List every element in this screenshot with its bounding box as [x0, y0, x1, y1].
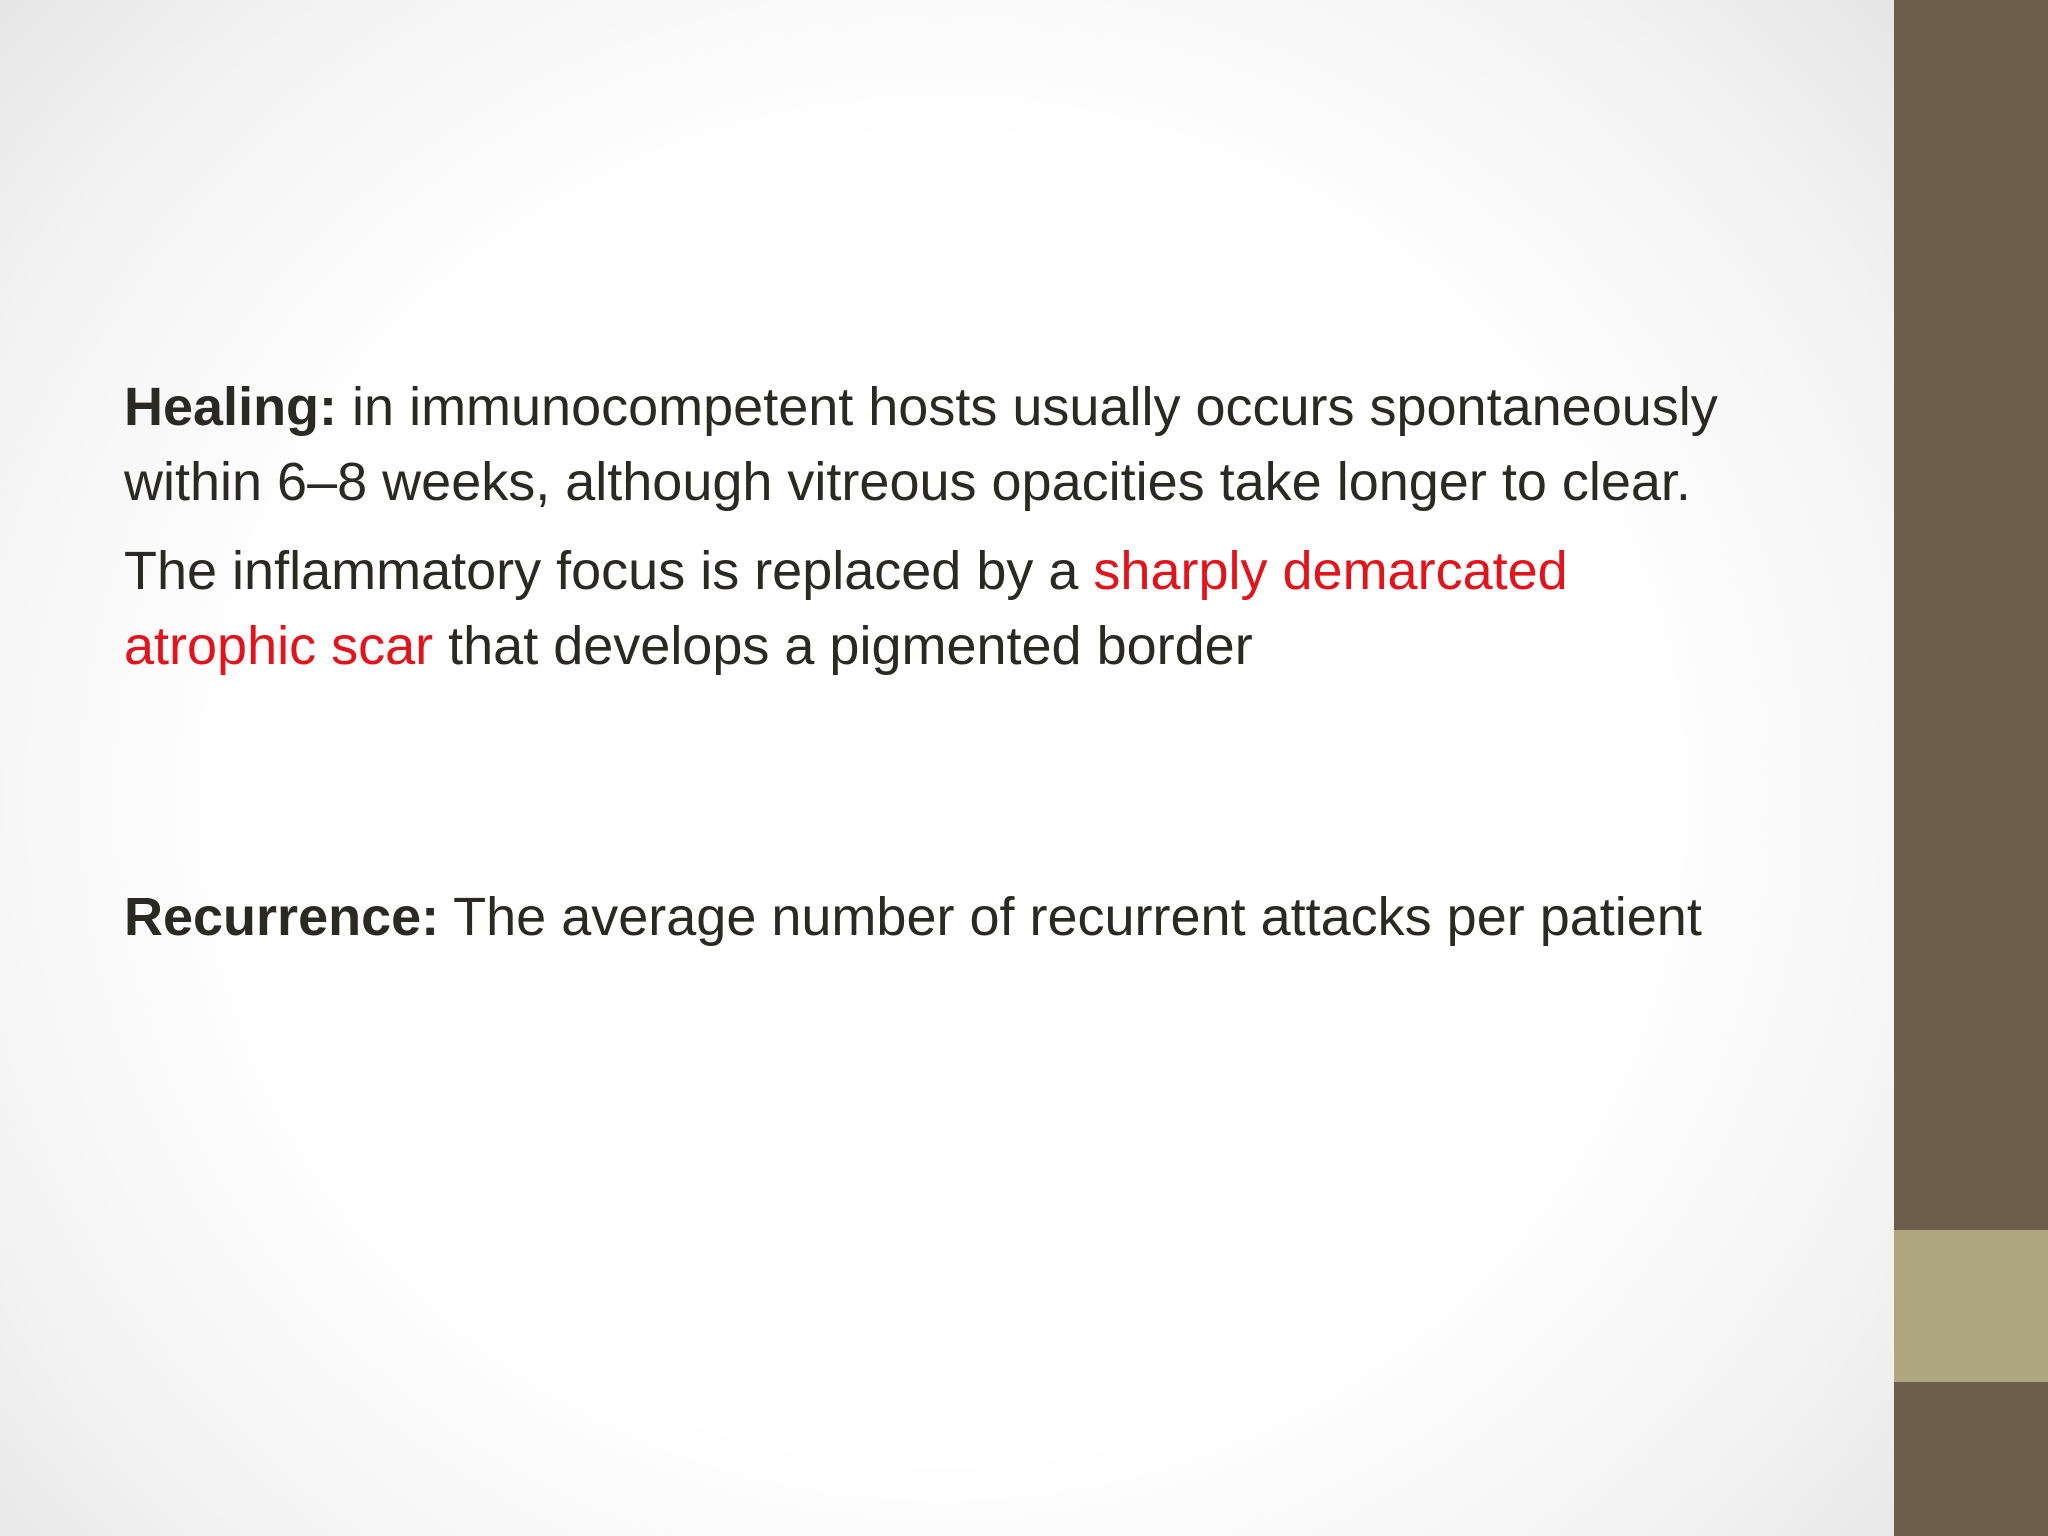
scar-lead-text: The inflammatory focus is replaced by a: [124, 541, 1094, 601]
scar-tail-text: that develops a pigmented border: [433, 616, 1253, 676]
healing-text: in immunocompetent hosts usually occurs spontaneously within 6–8 weeks, although vitreous opacities take longer to clear.: [124, 377, 1718, 512]
recurrence-paragraph: [124, 880, 1724, 955]
recurrence-label: Recurrence:: [124, 887, 440, 947]
slide-body: [124, 370, 1724, 955]
scar-paragraph: [124, 534, 1724, 684]
decorative-side-accent: [1894, 1230, 2048, 1382]
healing-paragraph: [124, 370, 1724, 520]
recurrence-text: The average number of recurrent attacks per patient: [439, 887, 1702, 947]
healing-label: Healing:: [124, 377, 338, 437]
scar-highlight-text: sharply demarcated atrophic scar: [124, 541, 1568, 676]
